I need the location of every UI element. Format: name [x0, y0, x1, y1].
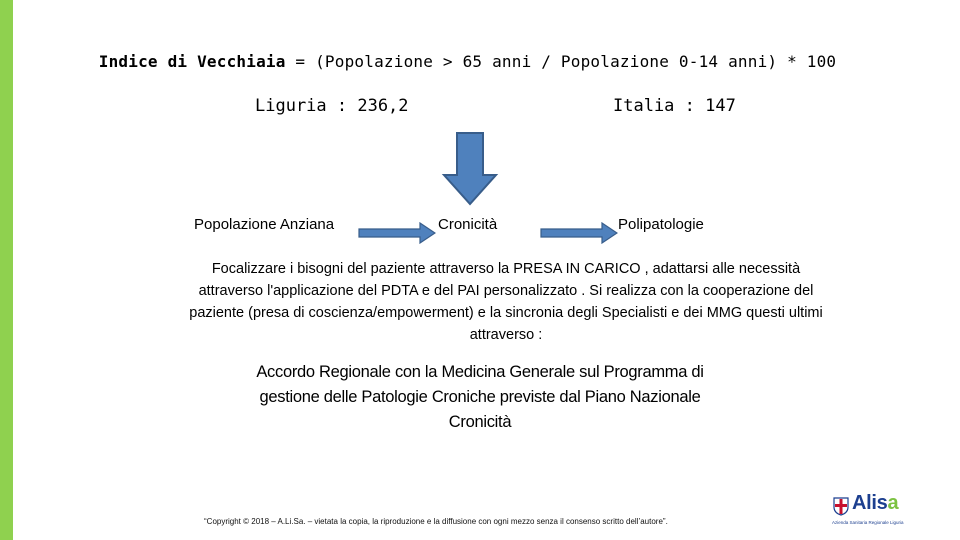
right-arrow-icon [540, 222, 618, 244]
care-approach-paragraph: Focalizzare i bisogni del paziente attraverso la PRESA IN CARICO , adattarsi alle necessità attraverso l'applicazione del PDTA e del PAI personalizzato . Si realizza con la cooperazione del paziente (presa di coscienza/empowerment) e la sincronia degli Specialisti e dei MMG questi ultimi attraverso : [189, 261, 823, 343]
accent-bar [0, 0, 13, 540]
aging-index-formula [0, 52, 935, 71]
logo-tagline: Azienda Sanitaria Regionale Liguria [832, 520, 904, 525]
regional-agreement-text: Accordo Regionale con la Medicina Generale sul Programma di gestione delle Patologie Croniche previste dal Piano Nazionale Cronicità [256, 363, 704, 431]
liguria-index: Liguria : 236,2 [255, 96, 409, 116]
flow-step-multimorbidity: Polipatologie [618, 216, 704, 233]
right-arrow-icon [358, 222, 436, 244]
formula-term: Indice di Vecchiaia [98, 52, 286, 71]
italia-index: Italia : 147 [613, 96, 736, 116]
logo-wordmark: Alisa [852, 492, 899, 514]
flow-step-chronicity: Cronicità [438, 216, 498, 233]
alisa-logo [830, 492, 925, 528]
flow-step-elderly-population: Popolazione Anziana [194, 216, 335, 233]
formula-definition: = (Popolazione > 65 anni / Popolazione 0-14 anni) * 100 [285, 52, 837, 71]
down-arrow-icon [441, 131, 499, 207]
liguria-emblem-icon [833, 496, 849, 516]
copyright-notice: “Copyright © 2018 – A.Li.Sa. – vietata la copia, la riproduzione e la diffusione con ogni mezzo senza il consenso scritto dell’autore”. [204, 517, 668, 526]
